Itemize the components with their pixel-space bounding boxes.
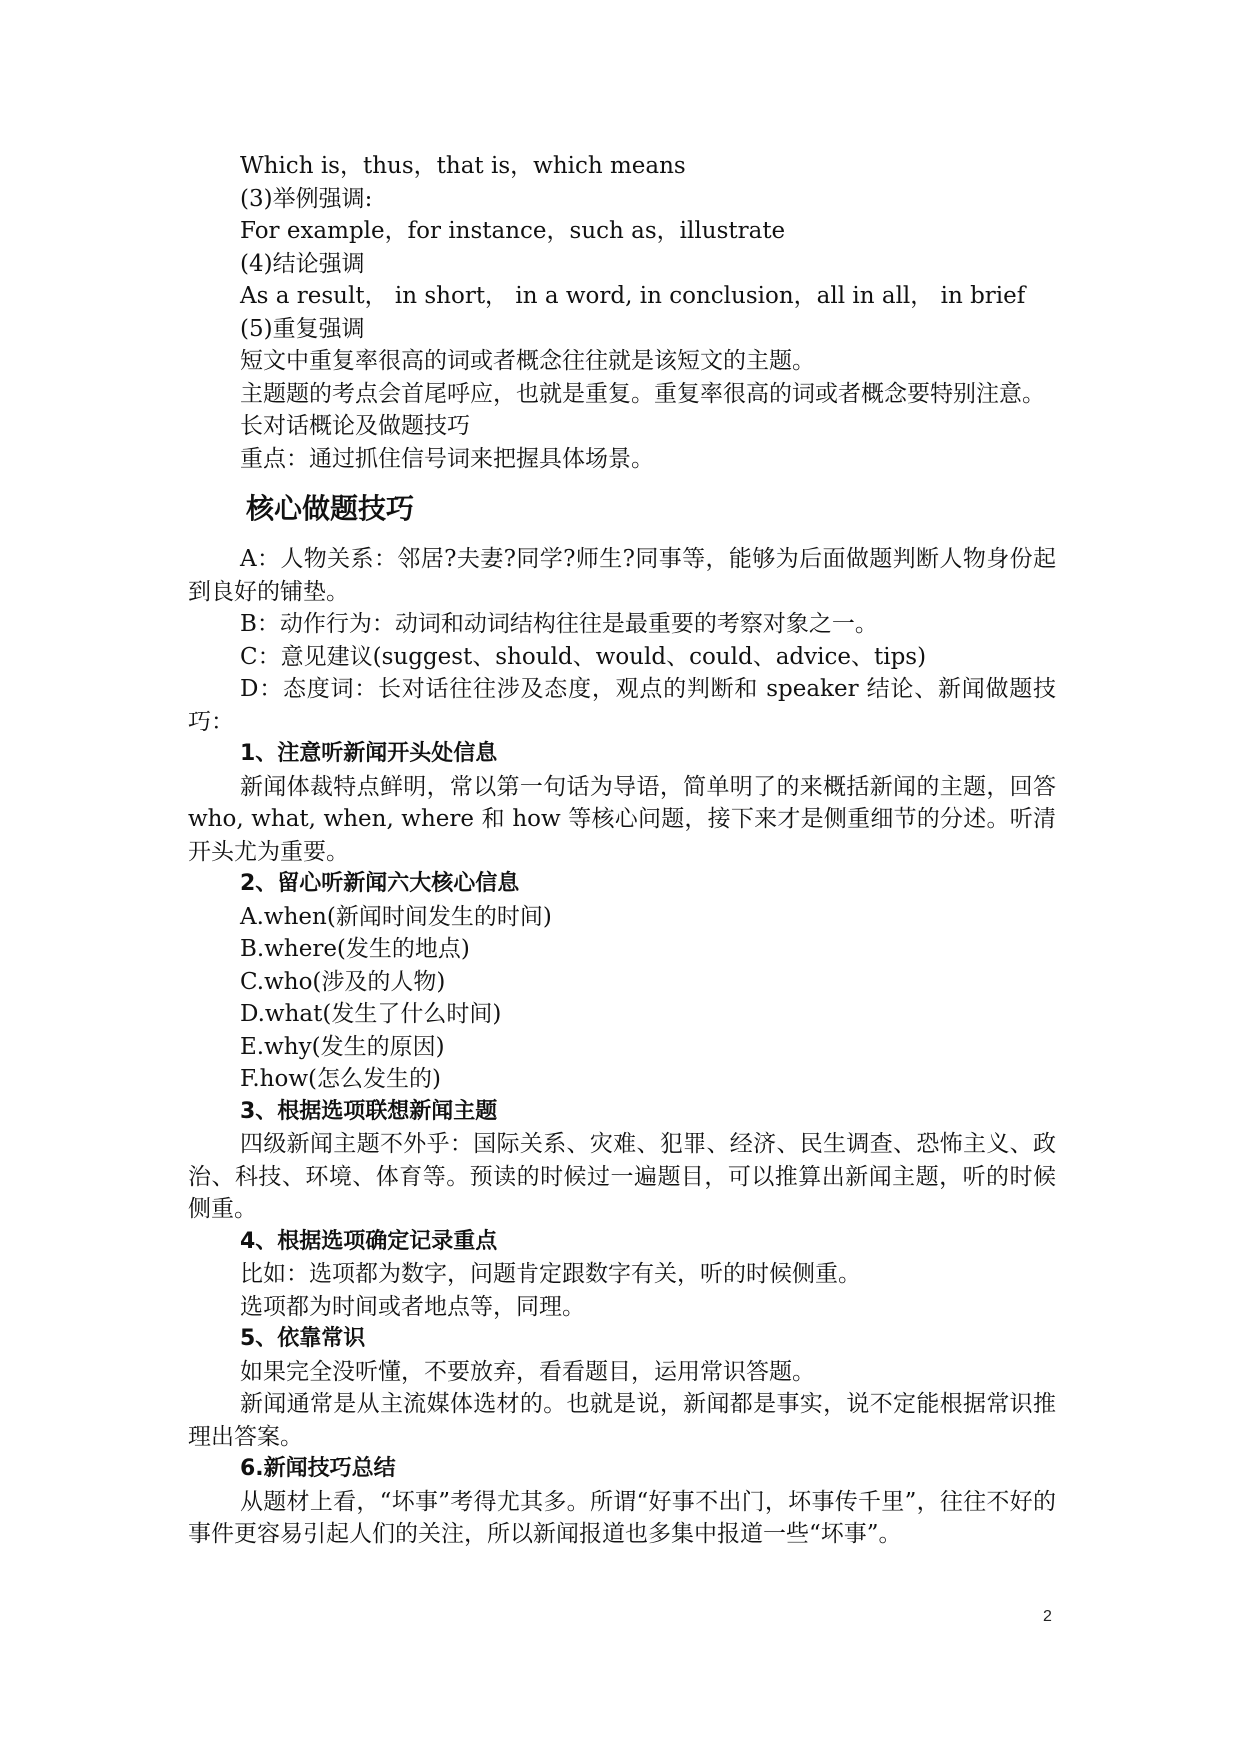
text-line: (4)结论强调 <box>240 250 365 277</box>
paragraph: 新闻通常是从主流媒体选材的。也就是说，新闻都是事实，说不定能根据常识推理出答案。 <box>188 1391 1056 1450</box>
list-item: B.where(发生的地点) <box>240 936 470 962</box>
text-line: (5)重复强调 <box>240 315 365 342</box>
subsection-title: 4、根据选项确定记录重点 <box>240 1228 498 1254</box>
paragraph: 从题材上看，“坏事”考得尤其多。所谓“好事不出门，坏事传千里”，往往不好的事件更容易引起人们的关注，所以新闻报道也多集中报道一些“坏事”。 <box>188 1488 1056 1547</box>
text-line: As a result， in short， in a word, in conclusion，all in all， in brief <box>240 283 1026 309</box>
text-line: Which is，thus，that is，which means <box>240 153 686 179</box>
list-item: E.why(发生的原因) <box>240 1033 445 1060</box>
document-body <box>188 150 1056 1551</box>
paragraph: A：人物关系：邻居?夫妻?同学?师生?同事等，能够为后面做题判断人物身份起到良好的铺垫。 <box>188 546 1056 605</box>
subsection-title: 1、注意听新闻开头处信息 <box>240 741 498 766</box>
subsection-title: 5、依靠常识 <box>240 1326 366 1351</box>
text-line: 选项都为时间或者地点等，同理。 <box>240 1293 585 1320</box>
text-line: 短文中重复率很高的词或者概念往往就是该短文的主题。 <box>240 348 815 374</box>
text-line: B：动作行为：动词和动词结构往往是最重要的考察对象之一。 <box>240 611 878 637</box>
page-number: 2 <box>1043 1608 1052 1625</box>
text-line: C：意见建议(suggest、should、would、could、advice、tips) <box>240 643 927 670</box>
list-item: A.when(新闻时间发生的时间) <box>240 903 552 930</box>
text-line: 比如：选项都为数字，问题肯定跟数字有关，听的时候侧重。 <box>240 1261 861 1287</box>
text-line: 长对话概论及做题技巧 <box>240 413 470 439</box>
list-item: C.who(涉及的人物) <box>240 968 446 995</box>
text-line: 重点：通过抓住信号词来把握具体场景。 <box>240 445 654 472</box>
list-item: D.what(发生了什么时间) <box>240 1001 502 1027</box>
list-item: F.how(怎么发生的) <box>240 1066 441 1092</box>
text-line: 如果完全没听懂，不要放弃，看看题目，运用常识答题。 <box>240 1358 815 1385</box>
section-heading: 核心做题技巧 <box>246 492 415 525</box>
paragraph: D：态度词：长对话往往涉及态度，观点的判断和 speaker 结论、新闻做题技巧： <box>188 676 1056 735</box>
paragraph: 主题题的考点会首尾呼应，也就是重复。重复率很高的词或者概念要特别注意。 <box>240 380 1045 407</box>
subsection-title: 2、留心听新闻六大核心信息 <box>240 871 520 896</box>
paragraph: 新闻体裁特点鲜明，常以第一句话为导语，简单明了的来概括新闻的主题，回答 who, what, when, where 和 how 等核心问题，接下来才是侧重细节的分述。听清开头尤为重要。 <box>188 773 1056 865</box>
text-line: For example，for instance，such as，illustrate <box>240 218 786 244</box>
subsection-title: 6.新闻技巧总结 <box>240 1456 396 1481</box>
paragraph: 四级新闻主题不外乎：国际关系、灾难、犯罪、经济、民生调查、恐怖主义、政治、科技、环境、体育等。预读的时候过一遍题目，可以推算出新闻主题，听的时候侧重。 <box>188 1131 1056 1222</box>
subsection-title: 3、根据选项联想新闻主题 <box>240 1098 498 1124</box>
text-line: (3)举例强调: <box>240 185 373 212</box>
